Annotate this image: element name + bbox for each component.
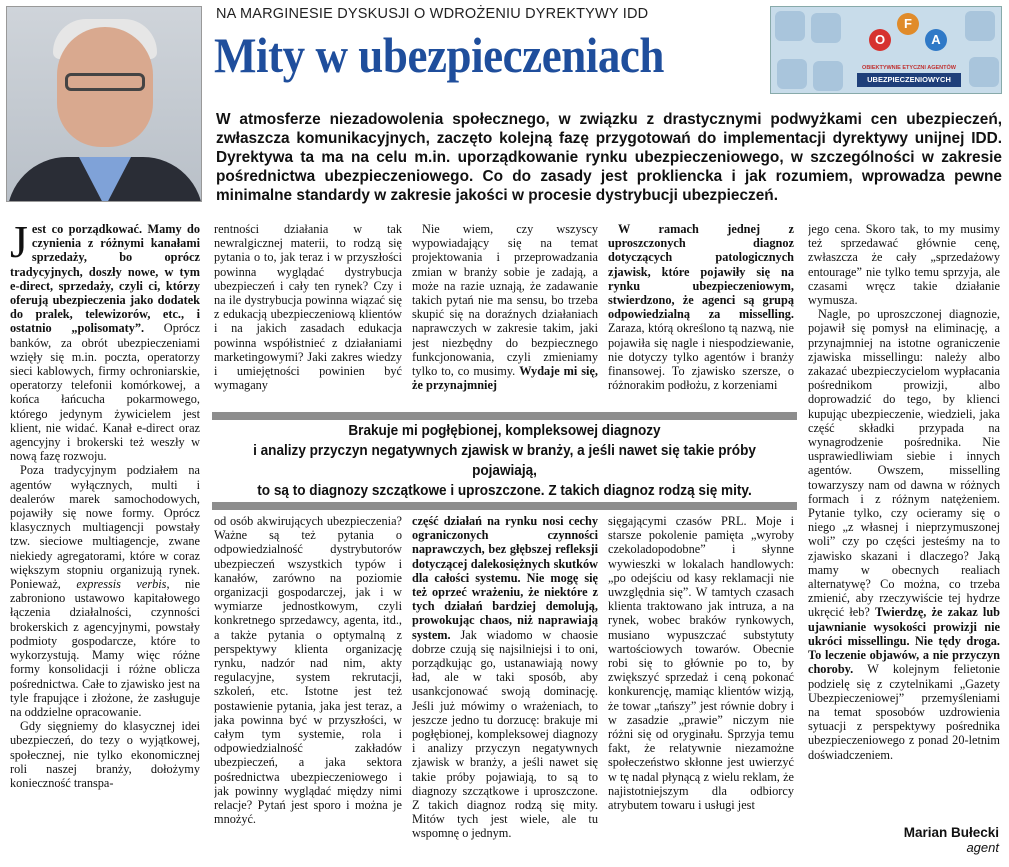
article-kicker: NA MARGINESIE DYSKUSJI O WDROŻENIU DYREKTYWY IDD: [216, 6, 649, 22]
col1-intro-bold: est co porządkować. Mamy do czynienia z różnymi kanałami sprzedaży, bo oprócz tradycyjnych, doszły nowe, w tym e-direct, sprzedaży, czyli ci, którzy oferują ubezpieczenia jako dodatek do pralek, telewizorów, etc., i ostatnio „polisomaty”.: [10, 222, 200, 336]
column-4-top: [608, 222, 794, 412]
ofa-logo: [770, 6, 1002, 94]
logo-letter-f: F: [897, 13, 919, 35]
column-5: [808, 222, 1000, 828]
pull-quote-line-1: Brakuje mi pogłębionej, kompleksowej diagnozy: [348, 423, 661, 439]
pull-quote: [212, 412, 797, 510]
drop-cap: J: [10, 222, 28, 267]
author-photo: [6, 6, 202, 202]
article-title: Mity w ubezpieczeniach: [214, 27, 665, 83]
col4-top-text: Zaraza, którą określono tą nazwą, nie pojawiła się nagle i niespodziewanie, nie dotyczy tylko agentów i branży finansowej. To zjawisko szersze, o różnorakim podłożu, z korzeniami: [608, 321, 794, 393]
col4-top-bold: W ramach jednej z uproszczonych diagnoz dotyczących patologicznych zjawisk, które pojawiły się na rynku ubezpieczeniowym, stwierdzono, że agenci są grupą odpowiedzialną za misselling.: [608, 222, 794, 322]
col1-p2: Poza tradycyjnym podziałem na agentów wyłącznych, multi i dealerów marek samochodowych, pojawiły się nowe formy. Oprócz klasycznych multiagencji powstały tzw. sieciowe multiagencje, zwane niekiedy agregatorami, które w coraz większym stopniu organizują rynek. Ponieważ,: [10, 463, 200, 592]
col3-top-bold: Wydaje mi się, że przynajmniej: [412, 364, 598, 393]
col4-bottom-text: sięgającymi czasów PRL. Moje i starsze pokolenie pamięta „wyroby czekoladopodobne” i słynne wywieszki w lokalach handlowych: „po odejściu od kasy reklamacji nie uwzględnia się”. W tamtych czasach klienta traktowano jak intruza, a na rynek, wobec braków rynkowych, musiano wypuszczać substytuty wartościowych towarów. Obecnie robi się to głównie po to, by zwiększyć sprzedaż i ceną pokonać konkurencję, mamiąc klientów wizją, że towar „tańszy” jest równie dobry i w zasadzie „prawie” niczym nie różni się od oryginału. Sprzyja temu fakt, że relatywnie niezamożne społeczeństwo skłonne jest uwierzyć w tę nadal płynącą z wielu reklam, że najistotniejszym dla odbiorcy atrybutem towaru i usługi jest: [608, 514, 794, 813]
col3-bottom-bold: część działań na rynku nosi cechy ograniczonych czynności naprawczych, bez głębszej refleksji dotyczącej dalekosiężnych skutków dla całości systemu. Nie mogę się też oprzeć wrażeniu, że niektóre z tych działań bardziej demolują, prowokując chaos, niż naprawiają system.: [412, 514, 598, 642]
author-role: agent: [966, 840, 999, 855]
col5-p2-rest: W kolejnym felietonie podzielę się z czytelnikami „Gazety Ubezpieczeniowej” przemyśleniami na temat sposobów uzdrowienia sytuacji z perspektywy pośrednika ubezpieczeniowego z ponad 20-letnim doświadczeniem.: [808, 662, 1000, 762]
col2-bottom-text: od osób akwirujących ubezpieczenia? Ważne są też pytania o odpowiedzialność dystrybutorów ubezpieczeń wszystkich typów i kanałów, zarówno na poziomie organizacji gospodarczej, jak i w wymiarze jednostkowym, czyli konkretnego sprzedawcy, agenta, itd., a także pytania o optymalną z perspektywy klienta organizację rynku, nadzór nad nim, akty regulacyjne, system rekrutacji, szkoleń, etc. Istotne jest też postawienie pytania, jaka jest teraz, a jaka powinna być w przyszłości, w całym tym systemie, rola i odpowiedzialność zakładów ubezpieczeń, a jaka sektora pośrednictwa ubezpieczeniowego i jak powinny wyglądać między nimi relacje? Pytań jest sporo i można je mnożyć.: [214, 514, 402, 827]
col1-p3: Gdy sięgniemy do klasycznej idei ubezpieczeń, do tezy o wyjątkowej, społecznej, nie tylko ekonomicznej roli naszej branży, dołożymy konieczność transpa-: [10, 719, 200, 790]
column-4-bottom: [608, 514, 794, 867]
logo-caption: OBIEKTYWNIE ETYCZNI AGENTÓW: [862, 65, 956, 71]
signature: [904, 825, 999, 855]
logo-letter-a: A: [925, 29, 947, 51]
pull-quote-line-3: to są to diagnozy szczątkowe i uproszczone. Z takich diagnoz rodzą się mity.: [257, 483, 752, 499]
col3-bottom-text: Jak wiadomo w chaosie dobrze czują się najsilniejsi i to oni, porządkując go, ustanawiają nowy ład, ale w taki sposób, aby usankcjonować swoją dominację. Jeśli już mówimy o wrażeniach, to jeszcze jedno tu dorzucę: brakuje mi pogłębionej, kompleksowej diagnozy i analizy przyczyn negatywnych zjawisk w branży, a jeśli nawet się takie próby pojawiają, to są to diagnozy szczątkowe i uproszczone. Z takich diagnoz rodzą się mity. Mitów tych jest wiele, ale tu wspomnę o jednym.: [412, 627, 598, 841]
col1-p2-rest: , nie zabroniono ustawowo kapitałowego łączenia działalności, czynności brokerskich z agencyjnymi, powstały podmioty gospodarcze, które to wykorzystują. Mamy więc różne formy konsolidacji i różne oblicza pośrednictwa. Całe to zjawisko jest na tyle frapujące i złożone, że zasługuje na oddzielne opracowanie.: [10, 577, 200, 719]
logo-band: UBEZPIECZENIOWYCH: [857, 73, 961, 87]
col1-p1: Oprócz banków, za obrót ubezpieczeniami wzięły się m.in. poczta, operatorzy sieci kablowych, firmy ochroniarskie, operatorzy telefonii komórkowej, a końca łańcucha pokarmowego, którego jedynym żywicielem jest klient, nie widać. Kanał e-direct oraz agencyjny i brokerski też weszły w nową fazę rozwoju.: [10, 321, 200, 464]
logo-letter-o: O: [869, 29, 891, 51]
col5-p2-bold: Twierdzę, że zakaz lub ujawnianie wysokości prowizji nie ukróci missellingu. Nie tędy droga. To leczenie objawów, a nie przyczyn choroby.: [808, 605, 1000, 677]
author-name: Marian Bułecki: [903, 825, 999, 840]
column-2-top: [214, 222, 402, 412]
col5-p2: Nagle, po uproszczonej diagnozie, pojawił się pomysł na eliminację, a przynajmniej na istotne ograniczenie zjawiska missellingu: należy albo zakazać ubezpieczycielom wypłacania pośrednikom prowizji, albo doprowadzić do tego, by klienci kupując ubezpieczenie, wiedzieli, jaka część składki przypada na wynagrodzenie pośrednika. Nie usprawiedliwiam siebie i innych agentów. Owszem, misselling towarzyszy nam od dawna w różnych formach i z różnym natężeniem. Pytanie tylko, czy ocieramy się o niego „z własnej i nieprzymuszonej woli” czy po części jesteśmy na to zjawisko skazani i dlaczego? Jaką mamy w obecnych realiach alternatywę? Co można, co trzeba zmienić, aby rzeczywiście tej hydrze ukręcić łeb?: [808, 307, 1000, 620]
col1-p2-italic: expressis verbis: [76, 577, 167, 592]
col3-top-text: Nie wiem, czy wszyscy wypowiadający się na temat projektowania i przeprowadzania zmian w branży sobie je zadają, a może na razie uznają, że zadawanie takich pytań nie ma sensu, bo trzeba skupić się na doraźnych działaniach naprawczych w zakresie takim, jaki jest niezbędny do bezpiecznego funkcjonowania, czyli zmieniamy tylko to, co musimy.: [412, 222, 598, 379]
column-3-top: [412, 222, 598, 412]
article-lead: W atmosferze niezadowolenia społecznego, w związku z drastycznymi podwyżkami cen ubezpieczeń, zwłaszcza komunikacyjnych, zaczęto kolejną fazę przygotowań do implementacji dyrektywy unijnej IDD. Dyrektywa ta ma na celu m.in. uporządkowanie rynku ubezpieczeniowego, w szczególności w zakresie pośrednictwa ubezpieczeniowego. Co do zasady jest prokliencka i jak rozumiem, wprowadza pewne minimalne standardy w zakresie jakości w procesie dystrybucji ubezpieczeń.: [216, 111, 1002, 204]
pull-quote-line-2: i analizy przyczyn negatywnych zjawisk w branży, a jeśli nawet się takie próby pojawiają,: [253, 443, 756, 479]
col2-top-text: rentności działania w tak newralgicznej materii, to rodzą się pytania o to, jak teraz i w przyszłości powinna wyglądać dystrybucja ubezpieczeń i cały ten rynek? Czy i na ile dystrybucja powinna wiązać się z edukacją ubezpieczeniową klientów i na jakich zasadach edukacja powinna współistnieć z działaniami marketingowymi? Jaki zakres wiedzy i umiejętności powinien być wymagany: [214, 222, 402, 393]
col5-p1: jego cena. Skoro tak, to my musimy też sprzedawać głównie cenę, zwłaszcza że cały „sprzedażowy entourage” nie tylko temu sprzyja, ale czasami wręcz takie działanie wymusza.: [808, 222, 1000, 308]
column-1: [10, 222, 200, 867]
column-2-bottom: [214, 514, 402, 867]
column-3-bottom: [412, 514, 598, 867]
